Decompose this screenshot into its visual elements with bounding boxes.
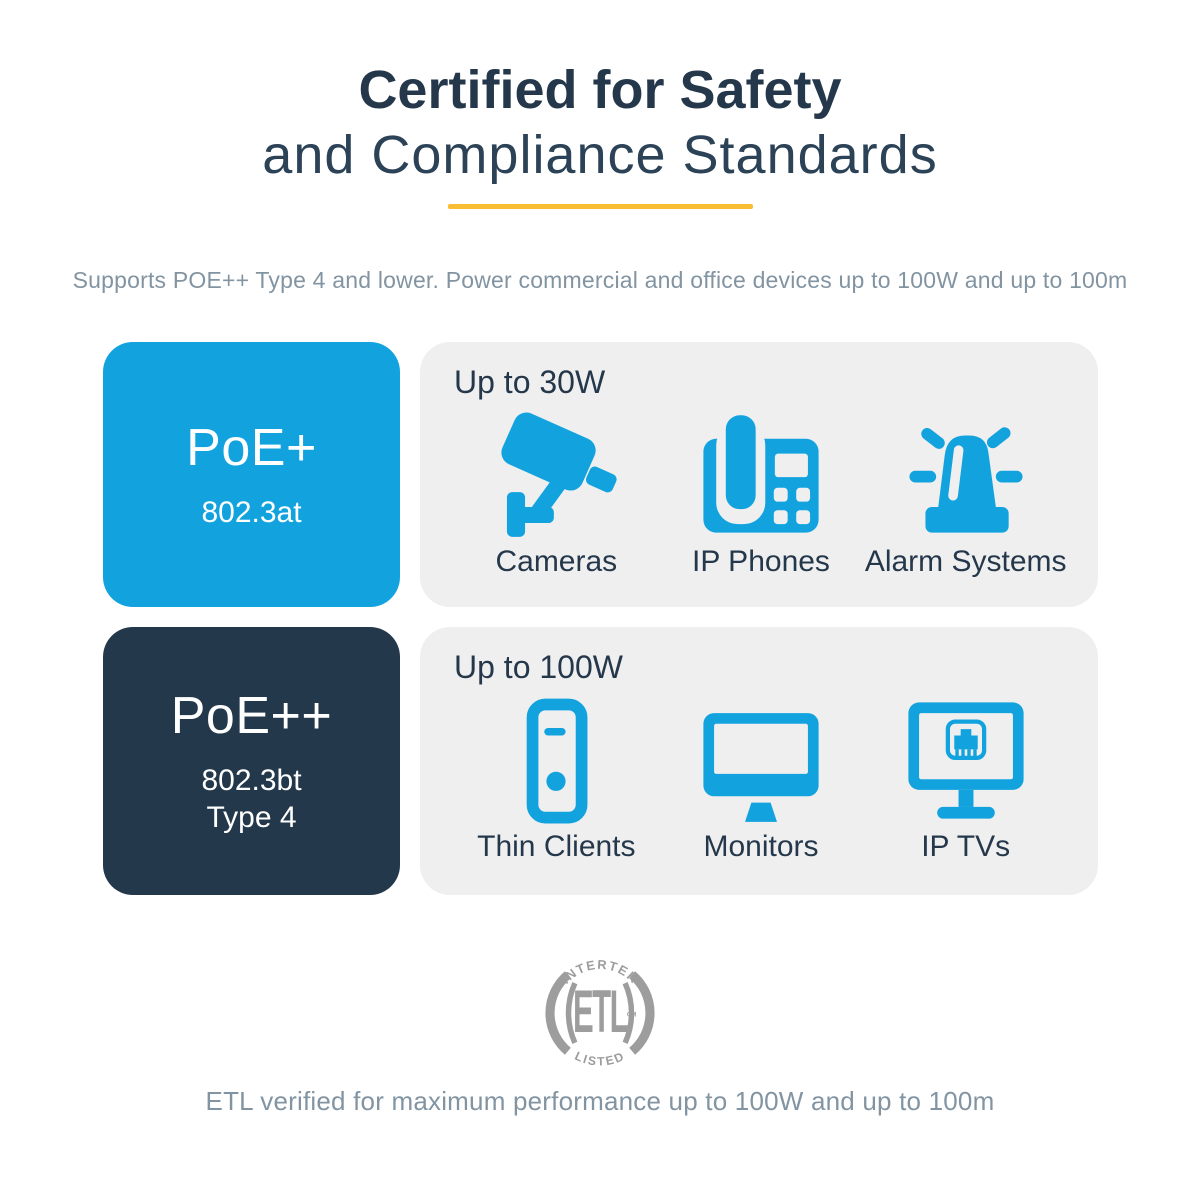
- list-item-alarm-systems: [863, 407, 1068, 579]
- panel-heading-30w: Up to 30W: [454, 364, 606, 400]
- item-label-ip-tvs: IP TVs: [921, 830, 1011, 863]
- etl-intertek-listed-logo-icon: [539, 952, 661, 1074]
- page-title-line1: Certified for Safety: [358, 60, 842, 120]
- poe-plus-plus-badge: [103, 627, 400, 895]
- poe-plus-plus-name: PoE++: [170, 686, 333, 745]
- etl-logo-center-text: ETL: [572, 979, 628, 1046]
- poe-plus-plus-type: Type 4: [206, 801, 297, 834]
- certification-footer: [0, 952, 1200, 1117]
- subtitle-text: Supports POE++ Type 4 and lower. Power commercial and office devices up to 100W and up to 100m: [72, 266, 1128, 293]
- up-to-30w-panel: [420, 342, 1098, 607]
- ip-tv-icon: [898, 692, 1034, 828]
- alarm-siren-icon: [898, 407, 1034, 543]
- poe-plus-standard: 802.3at: [201, 495, 302, 529]
- device-items-30w: [454, 407, 1068, 579]
- header: [0, 0, 1200, 294]
- item-label-monitors: Monitors: [703, 830, 819, 863]
- item-label-alarm-systems: Alarm Systems: [864, 545, 1067, 578]
- item-label-ip-phones: IP Phones: [692, 545, 830, 578]
- cctv-camera-icon: [488, 407, 624, 543]
- poe-plus-plus-standard: 802.3bt: [201, 763, 302, 797]
- up-to-100w-panel: [420, 627, 1098, 895]
- monitor-icon: [693, 692, 829, 828]
- item-label-thin-clients: Thin Clients: [477, 830, 636, 863]
- title-underline-accent: [448, 204, 753, 209]
- list-item-ip-phones: [659, 407, 864, 579]
- etl-logo-bottom-text: LISTED: [572, 1048, 628, 1069]
- ip-phone-icon: [693, 407, 829, 543]
- poe-plus-badge: [103, 342, 400, 607]
- item-label-cameras: Cameras: [495, 545, 618, 578]
- poe-plus-name: PoE+: [186, 418, 317, 477]
- etl-caption-text: ETL verified for maximum performance up to 100W and up to 100m: [205, 1086, 995, 1116]
- etl-logo-cm-mark: CM: [626, 1011, 637, 1019]
- list-item-thin-clients: [454, 692, 659, 864]
- svg-text:LISTED: [573, 1049, 628, 1069]
- poe-comparison-grid: [103, 342, 1098, 895]
- thin-client-icon: [488, 692, 624, 828]
- device-items-100w: [454, 692, 1068, 864]
- panel-heading-100w: Up to 100W: [454, 649, 623, 685]
- list-item-ip-tvs: [863, 692, 1068, 864]
- list-item-cameras: [454, 407, 659, 579]
- page-title-line2: and Compliance Standards: [262, 124, 938, 185]
- list-item-monitors: [659, 692, 864, 864]
- etl-logo-top-text: INTERTEK: [557, 956, 643, 987]
